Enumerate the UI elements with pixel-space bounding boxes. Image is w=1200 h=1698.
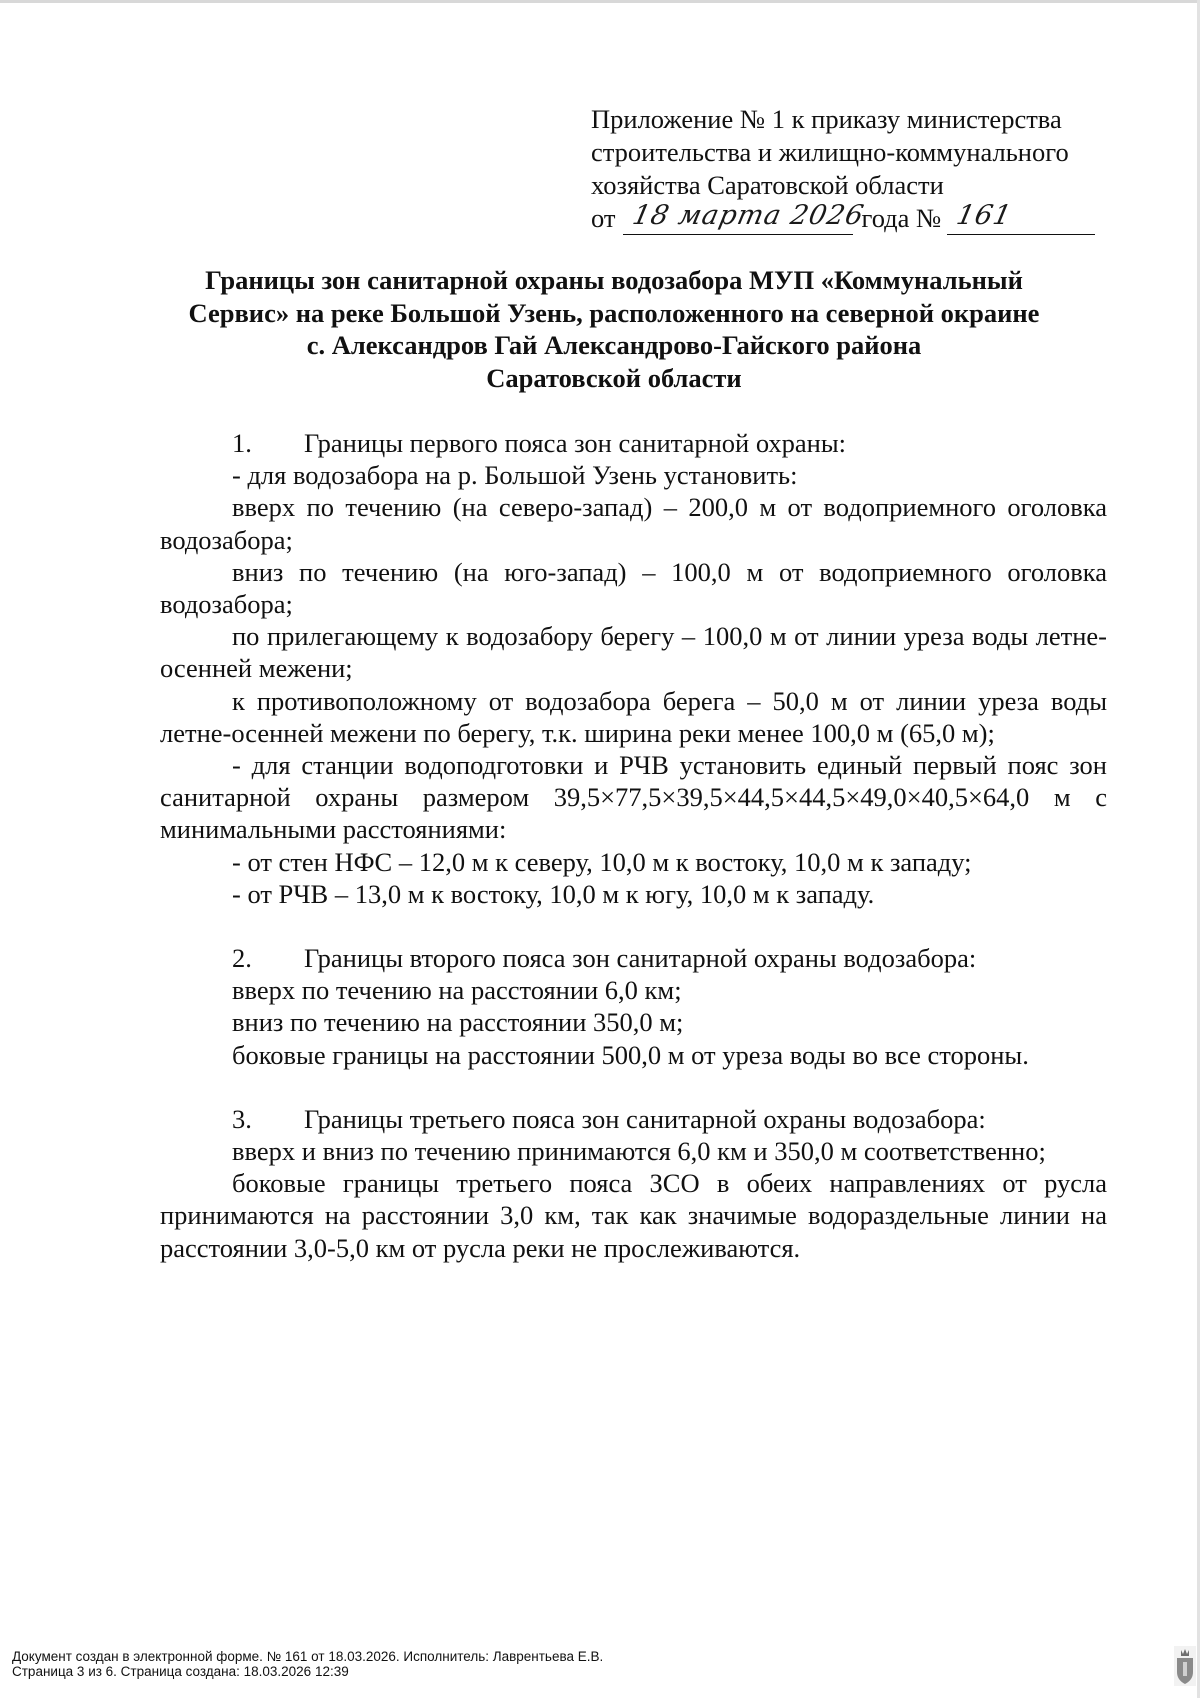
paragraph: вверх по течению на расстоянии 6,0 км; [232,975,682,1006]
spacer [160,910,1107,942]
section-1-heading [160,427,1107,459]
paragraph: - от стен НФС – 12,0 м к северу, 10,0 м к востоку, 10,0 м к западу; [232,846,972,877]
paragraph: вверх и вниз по течению принимаются 6,0 км и 350,0 м соответственно; [232,1136,1046,1167]
section-heading: Границы первого пояса зон санитарной охраны: [304,428,847,458]
annex-line-3: хозяйства Саратовской области [591,170,944,200]
document-title [150,264,1078,394]
paragraph: к противоположному от водозабора берега – 50,0 м от линии уреза воды летне-осенней межени по берегу, т.к. ширина реки менее 100,0 м (65,0 м); [160,685,1107,748]
date-field [623,200,868,235]
title-line-2: Сервис» на реке Большой Узень, расположенного на северной окраине [188,297,1040,328]
paragraph: вверх по течению (на северо-запад) – 200,0 м от водоприемного оголовка водозабора; [160,492,1107,555]
annex-date-line [591,202,1131,235]
section-heading: Границы третьего пояса зон санитарной охраны водозабора: [304,1103,986,1134]
scan-top-edge [0,0,1200,3]
paragraph: боковые границы на расстоянии 500,0 м от уреза воды во все стороны. [232,1039,1029,1070]
year-word: года № [861,203,942,233]
title-line-4: Саратовской области [486,362,742,393]
handwritten-number: 161 [954,200,1016,231]
footer-line-1: Документ создан в электронной форме. № 161 от 18.03.2026. Исполнитель: Лаврентьева Е.В. [12,1649,604,1664]
paragraph: по прилегающему к водозабору берегу – 100,0 м от линии уреза воды летне-осенней межени; [160,621,1107,684]
section-number: 2. [232,943,252,974]
title-line-3: с. Александров Гай Александрово-Гайского района [306,330,922,360]
paragraph: - от РЧВ – 13,0 м к востоку, 10,0 м к югу, 10,0 м к западу. [232,878,875,909]
paragraph: - для водозабора на р. Большой Узень установить: [232,460,798,491]
number-field [947,200,1095,235]
title-line-1: Границы зон санитарной охраны водозабора МУП «Коммунальный [205,265,1023,295]
coat-of-arms-icon [1174,1646,1196,1686]
footer-line-2: Страница 3 из 6. Страница создана: 18.03.2026 12:39 [12,1664,349,1679]
paragraph: боковые границы третьего пояса ЗСО в обеих направлениях от русла принимаются на расстоянии 3,0 км, так как значимые водораздельные линии на расстоянии 3,0-5,0 км от русла реки не прослеживаются. [160,1168,1107,1263]
section-number: 1. [232,428,252,458]
section-number: 3. [232,1103,252,1134]
electronic-document-footer [12,1649,603,1679]
spacer [160,1071,1107,1103]
handwritten-date: 18 марта 2026 [630,200,868,231]
annex-line-1: Приложение № 1 к приказу министерства [591,104,1062,134]
date-prefix: от [591,203,616,233]
paragraph: вниз по течению (на юго-запад) – 100,0 м от водоприемного оголовка водозабора; [160,556,1107,620]
section-2-heading [160,942,1107,974]
annex-header [591,103,1131,235]
paragraph: - для станции водоподготовки и РЧВ установить единый первый пояс зон санитарной охраны размером 39,5×77,5×39,5×44,5×44,5×49,0×40,5×64,0 м с минимальными расстояниями: [160,750,1107,845]
section-heading: Границы второго пояса зон санитарной охраны водозабора: [304,943,977,974]
document-body [160,427,1107,1264]
annex-line-2: строительства и жилищно-коммунального [591,137,1069,167]
paragraph: вниз по течению на расстоянии 350,0 м; [232,1007,684,1038]
section-3-heading [160,1103,1107,1135]
